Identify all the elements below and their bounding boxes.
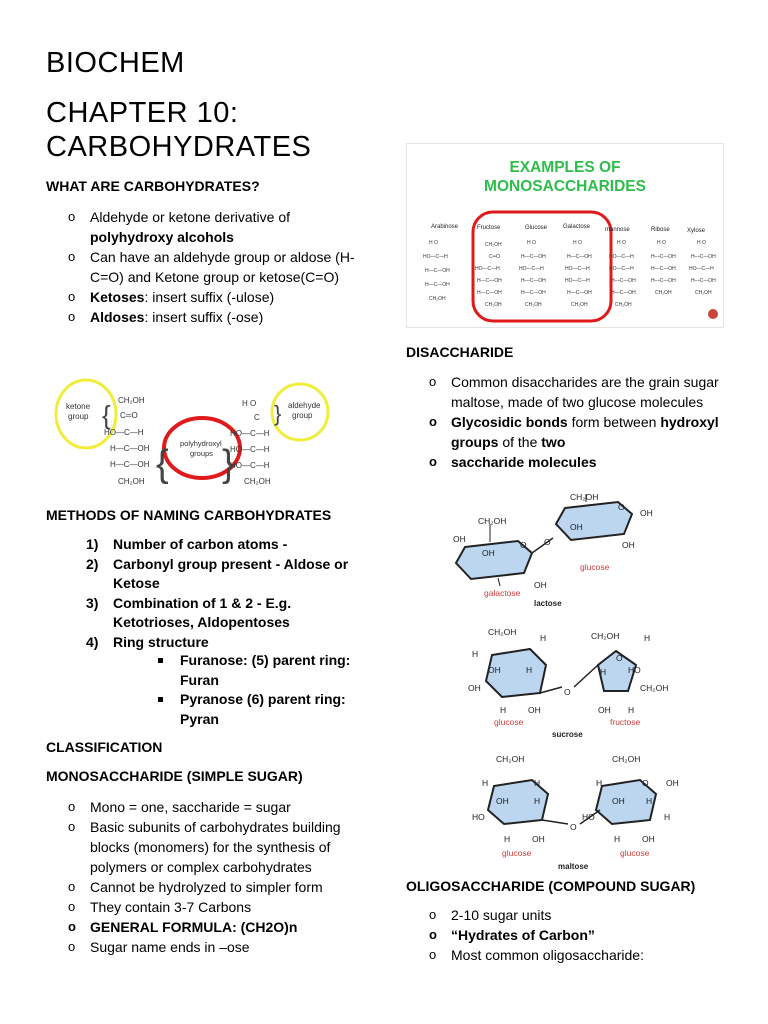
svg-text:CH₂OH: CH₂OH	[118, 477, 145, 486]
structure-glucose	[519, 240, 546, 308]
chapter-title-line2: CARBOHYDRATES	[46, 131, 312, 163]
functional-groups-figure	[52, 366, 352, 496]
svg-text:H—C—OH: H—C—OH	[110, 444, 150, 453]
svg-text:CH₂OH: CH₂OH	[478, 516, 507, 526]
svg-text:aldehyde: aldehyde	[288, 401, 321, 410]
svg-text:group: group	[292, 411, 313, 420]
svg-text:HO: HO	[628, 665, 641, 675]
list-item: Pyranose (6) parent ring: Pyran	[156, 690, 366, 729]
section-heading-mono: MONOSACCHARIDE (SIMPLE SUGAR)	[46, 768, 303, 784]
structure-xylose	[689, 240, 716, 296]
section-heading-di: DISACCHARIDE	[406, 344, 514, 360]
svg-text:CH₂OH: CH₂OH	[118, 396, 145, 405]
svg-text:glucose: glucose	[494, 717, 524, 727]
list-item: Furanose: (5) parent ring: Furan	[156, 651, 366, 690]
svg-text:H: H	[504, 834, 511, 844]
svg-text:H: H	[628, 705, 635, 715]
svg-text:O: O	[564, 687, 571, 697]
svg-text:H—C—OH: H—C—OH	[691, 254, 716, 260]
svg-text:H O: H O	[242, 399, 257, 408]
svg-text:HO—C—H: HO—C—H	[609, 266, 634, 272]
svg-text:OH: OH	[482, 548, 495, 558]
list-item: o Mono = one, saccharide = sugar	[68, 799, 291, 815]
structure-ribose	[651, 240, 676, 296]
list-item: o Can have an aldehyde group or aldose (H-C=O) and Ketone group or ketose(C=O)	[68, 249, 355, 285]
svg-text:OH: OH	[640, 508, 653, 518]
svg-text:group: group	[68, 412, 89, 421]
svg-text:HO: HO	[582, 812, 595, 822]
svg-text:O: O	[616, 653, 623, 663]
svg-text:OH: OH	[496, 796, 509, 806]
svg-text:HO—C—H: HO—C—H	[230, 429, 270, 438]
list-item: o Aldehyde or ketone derivative of polyhydroxy alcohols	[68, 209, 291, 245]
svg-text:C═O: C═O	[120, 411, 138, 420]
list-item: o Cannot be hydrolyzed to simpler form	[68, 879, 323, 895]
svg-text:OH: OH	[528, 705, 541, 715]
list-item: 1) Number of carbon atoms -	[86, 536, 288, 552]
svg-text:H—C—OH: H—C—OH	[425, 282, 450, 288]
svg-text:H: H	[482, 778, 489, 788]
list-item: o 2-10 sugar units	[429, 907, 552, 923]
list-item: o “Hydrates of Carbon”	[429, 927, 595, 943]
svg-text:O: O	[520, 540, 527, 550]
svg-text:CH₂OH: CH₂OH	[655, 290, 672, 296]
svg-text:H O: H O	[527, 240, 536, 246]
svg-text:H—C—OH: H—C—OH	[611, 278, 636, 284]
maltose-diagram	[466, 752, 706, 874]
svg-text:H—C—OH: H—C—OH	[567, 290, 592, 296]
monosaccharide-examples-figure	[406, 143, 724, 328]
svg-text:H O: H O	[697, 240, 706, 246]
svg-text:H—C—OH: H—C—OH	[425, 268, 450, 274]
svg-text:maltose: maltose	[558, 862, 589, 871]
list-item: 4) Ring structure	[86, 633, 209, 650]
svg-text:H: H	[596, 778, 603, 788]
svg-text:O: O	[642, 778, 649, 788]
svg-text:H: H	[526, 665, 533, 675]
svg-text:CH₂OH: CH₂OH	[640, 683, 669, 693]
svg-text:{: {	[156, 443, 169, 485]
svg-text:CH₂OH: CH₂OH	[525, 302, 542, 308]
svg-text:H O: H O	[657, 240, 666, 246]
svg-text:CH₂OH: CH₂OH	[612, 754, 641, 764]
decorative-drop-icon	[708, 309, 718, 319]
svg-text:groups: groups	[190, 449, 213, 458]
svg-text:H: H	[664, 812, 671, 822]
svg-text:CH₂OH: CH₂OH	[695, 290, 712, 296]
section-heading-oligo: OLIGOSACCHARIDE (COMPOUND SUGAR)	[406, 878, 696, 894]
svg-text:H—C—OH: H—C—OH	[651, 278, 676, 284]
svg-text:glucose: glucose	[580, 562, 610, 572]
svg-text:CH₂OH: CH₂OH	[488, 627, 517, 637]
svg-text:HO—C—H: HO—C—H	[475, 266, 500, 272]
section-heading-classification: CLASSIFICATION	[46, 739, 163, 755]
svg-text:H: H	[500, 705, 507, 715]
svg-text:OH: OH	[612, 796, 625, 806]
svg-text:}: }	[274, 401, 282, 426]
svg-text:CH₂OH: CH₂OH	[496, 754, 525, 764]
svg-text:Galactose: Galactose	[563, 224, 591, 230]
svg-text:Glucose: Glucose	[525, 225, 548, 231]
svg-text:HO—C—H: HO—C—H	[519, 266, 544, 272]
structure-fructose	[475, 242, 502, 308]
svg-text:HO—C—H: HO—C—H	[565, 266, 590, 272]
svg-text:Xylose: Xylose	[687, 228, 706, 234]
svg-text:H: H	[646, 796, 653, 806]
svg-text:fructose: fructose	[610, 717, 641, 727]
svg-text:O: O	[618, 502, 625, 512]
svg-text:H—C—OH: H—C—OH	[567, 254, 592, 260]
list-item: o Common disaccharides are the grain sugar maltose, made of two glucose molecules	[429, 374, 719, 410]
svg-text:galactose: galactose	[484, 588, 521, 598]
svg-text:EXAMPLES OF: EXAMPLES OF	[509, 159, 621, 176]
svg-text:HO—C—H: HO—C—H	[104, 428, 144, 437]
svg-text:H—C—OH: H—C—OH	[477, 278, 502, 284]
di-list	[429, 372, 719, 472]
section-heading-naming: METHODS OF NAMING CARBOHYDRATES	[46, 507, 332, 523]
svg-text:lactose: lactose	[534, 599, 562, 608]
list-item: o Aldoses: insert suffix (-ose)	[68, 309, 264, 325]
list-item: o Basic subunits of carbohydrates building blocks (monomers) for the synthesis of polymers or complex carbohydrates	[68, 819, 341, 875]
list-item: 2) Carbonyl group present - Aldose or Ketose	[86, 555, 349, 591]
svg-text:H O: H O	[573, 240, 582, 246]
svg-text:H: H	[534, 778, 541, 788]
svg-text:H—C—OH: H—C—OH	[110, 460, 150, 469]
svg-text:glucose: glucose	[502, 848, 532, 858]
svg-text:HO—C—H: HO—C—H	[565, 278, 590, 284]
svg-text:mannose: mannose	[605, 227, 630, 233]
svg-text:CH₂OH: CH₂OH	[485, 302, 502, 308]
svg-text:Arabinose: Arabinose	[431, 224, 459, 230]
svg-text:OH: OH	[488, 665, 501, 675]
svg-text:HO—C—H: HO—C—H	[689, 266, 714, 272]
svg-text:OH: OH	[534, 580, 547, 590]
svg-text:glucose: glucose	[620, 848, 650, 858]
list-item: o Ketoses: insert suffix (-ulose)	[68, 289, 275, 305]
svg-text:HO—C—H: HO—C—H	[609, 254, 634, 260]
svg-text:HO—C—H: HO—C—H	[423, 254, 448, 260]
svg-text:H—C—OH: H—C—OH	[611, 290, 636, 296]
list-item: o GENERAL FORMULA: (CH2O)n	[68, 919, 298, 935]
svg-text:H: H	[614, 834, 621, 844]
square-bullet-icon	[158, 697, 163, 702]
svg-text:polyhydroxyl: polyhydroxyl	[180, 439, 222, 448]
svg-text:HO: HO	[472, 812, 485, 822]
svg-text:ketone: ketone	[66, 402, 91, 411]
svg-text:H—C—OH: H—C—OH	[477, 290, 502, 296]
svg-text:H O: H O	[429, 240, 438, 246]
mono-list	[68, 797, 368, 957]
list-item: 3) Combination of 1 & 2 - E.g. Ketotrioses, Aldopentoses	[86, 594, 292, 630]
sucrose-diagram	[458, 625, 698, 743]
svg-text:CH₂OH: CH₂OH	[244, 477, 271, 486]
document-title: BIOCHEM	[46, 47, 185, 79]
svg-text:CH₂OH: CH₂OH	[615, 302, 632, 308]
svg-text:C═O: C═O	[489, 254, 501, 260]
what-list	[68, 207, 368, 327]
svg-text:}: }	[222, 443, 235, 485]
list-item: o Sugar name ends in –ose	[68, 939, 250, 955]
svg-text:CH₂OH: CH₂OH	[570, 492, 599, 502]
svg-text:OH: OH	[598, 705, 611, 715]
svg-text:H—C—OH: H—C—OH	[521, 278, 546, 284]
svg-text:O: O	[570, 822, 577, 832]
lactose-diagram	[450, 490, 690, 608]
svg-text:OH: OH	[642, 834, 655, 844]
svg-text:Fructose: Fructose	[477, 225, 501, 231]
list-item: o saccharide molecules	[429, 454, 597, 470]
structure-mannose	[609, 240, 636, 308]
svg-text:H—C—OH: H—C—OH	[691, 278, 716, 284]
svg-text:CH₂OH: CH₂OH	[571, 302, 588, 308]
svg-text:H—C—OH: H—C—OH	[651, 254, 676, 260]
naming-list	[86, 535, 362, 652]
svg-text:MONOSACCHARIDES: MONOSACCHARIDES	[484, 178, 646, 195]
svg-text:H O: H O	[617, 240, 626, 246]
svg-text:C: C	[254, 413, 260, 422]
structure-galactose	[565, 240, 592, 308]
svg-text:H—C—OH: H—C—OH	[651, 266, 676, 272]
svg-text:OH: OH	[622, 540, 635, 550]
svg-text:HO—C—H: HO—C—H	[230, 445, 270, 454]
section-heading-what: WHAT ARE CARBOHYDRATES?	[46, 178, 260, 194]
svg-text:O: O	[544, 537, 551, 547]
square-bullet-icon	[158, 658, 163, 663]
list-item: o Most common oligosaccharide:	[429, 947, 644, 963]
svg-text:H: H	[540, 633, 547, 643]
svg-text:H: H	[644, 633, 651, 643]
svg-text:H: H	[600, 667, 607, 677]
svg-text:H: H	[472, 649, 479, 659]
svg-text:HO—C—H: HO—C—H	[230, 461, 270, 470]
svg-text:OH: OH	[666, 778, 679, 788]
svg-text:OH: OH	[453, 534, 466, 544]
svg-text:CH₂OH: CH₂OH	[485, 242, 502, 248]
svg-text:OH: OH	[532, 834, 545, 844]
svg-text:OH: OH	[468, 683, 481, 693]
svg-text:H: H	[534, 796, 541, 806]
svg-text:CH₂OH: CH₂OH	[591, 631, 620, 641]
svg-text:H—C—OH: H—C—OH	[521, 254, 546, 260]
structure-arabinose	[423, 240, 450, 302]
svg-text:OH: OH	[570, 522, 583, 532]
svg-text:Ribose: Ribose	[651, 227, 670, 233]
list-item: o They contain 3-7 Carbons	[68, 899, 252, 915]
chapter-title-line1: CHAPTER 10:	[46, 97, 239, 129]
oligo-list	[429, 905, 719, 965]
ring-structure-list	[156, 651, 366, 729]
list-item: o Glycosidic bonds form between hydroxyl groups of the two	[429, 414, 719, 450]
svg-text:CH₂OH: CH₂OH	[429, 296, 446, 302]
svg-text:{: {	[102, 400, 111, 430]
svg-text:H—C—OH: H—C—OH	[521, 290, 546, 296]
svg-text:sucrose: sucrose	[552, 730, 583, 739]
